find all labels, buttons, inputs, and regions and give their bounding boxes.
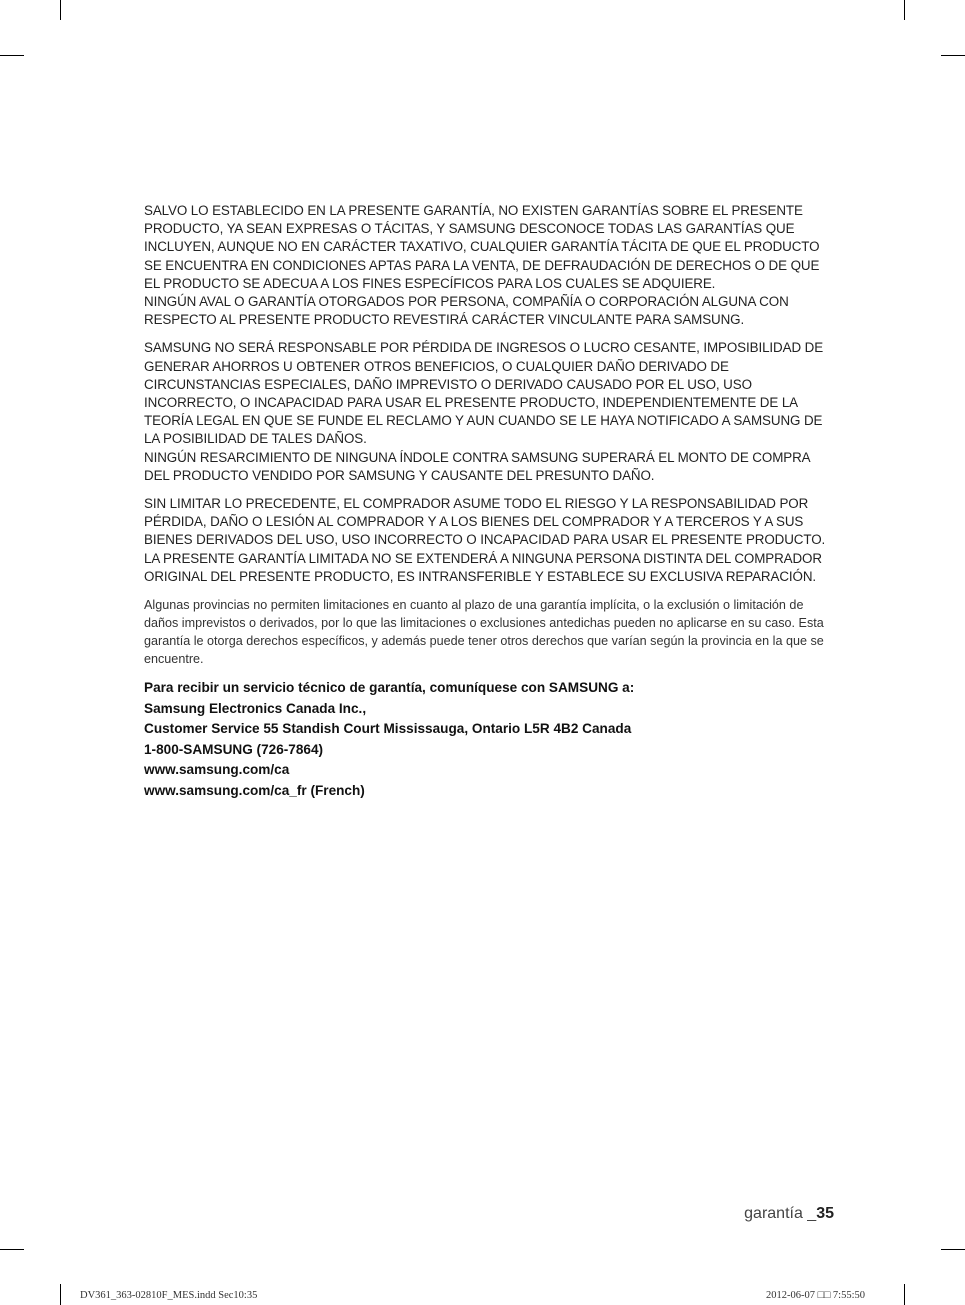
contact-company: Samsung Electronics Canada Inc., bbox=[144, 700, 367, 716]
slug-timestamp: 2012-06-07 □□ 7:55:50 bbox=[766, 1290, 866, 1301]
crop-mark-bottom-left-horizontal bbox=[0, 1249, 24, 1250]
recovery-limit-paragraph: NINGÚN RESARCIMIENTO DE NINGUNA ÍNDOLE CONTRA SAMSUNG SUPERARÁ EL MONTO DE COMPRA DEL PRODUCTO VENDIDO POR SAMSUNG Y CAUSANTE DEL PRESUNTO DAÑO. bbox=[144, 449, 810, 483]
contact-phone: 1-800-SAMSUNG (726-7864) bbox=[144, 741, 324, 757]
crop-mark-top-right-vertical bbox=[904, 0, 905, 20]
page-number: 35 bbox=[816, 1205, 834, 1222]
endorsement-paragraph: NINGÚN AVAL O GARANTÍA OTORGADOS POR PERSONA, COMPAÑÍA O CORPORACIÓN ALGUNA CON RESPECTO AL PRESENTE PRODUCTO REVESTIRÁ CARÁCTER VINCULANTE PARA SAMSUNG. bbox=[144, 294, 789, 328]
contact-address: Customer Service 55 Standish Court Mississauga, Ontario L5R 4B2 Canada bbox=[144, 721, 632, 737]
contact-website: www.samsung.com/ca bbox=[144, 762, 290, 778]
transfer-paragraph: LA PRESENTE GARANTÍA LIMITADA NO SE EXTENDERÁ A NINGUNA PERSONA DISTINTA DEL COMPRADOR ORIGINAL DEL PRESENTE PRODUCTO, ES INTRANSFERIBLE Y ESTABLECE SU EXCLUSIVA REPARACIÓN. bbox=[144, 550, 822, 584]
provincial-notice: Algunas provincias no permiten limitaciones en cuanto al plazo de una garantía implícita, o la exclusión o limitación de daños imprevistos o derivados, por lo que las limitaciones o exclusiones antedichas pueden no aplicarse en su caso. Esta garantía le otorga derechos específicos, y además puede tener otros derechos que varían según la provincia en la que se encuentre. bbox=[144, 598, 824, 667]
crop-mark-bottom-right-horizontal bbox=[941, 1249, 965, 1250]
slug-file-info: DV361_363-02810F_MES.indd Sec10:35 bbox=[80, 1290, 258, 1301]
crop-mark-top-left-vertical bbox=[60, 0, 61, 20]
contact-website-french: www.samsung.com/ca_fr (French) bbox=[144, 783, 365, 799]
crop-mark-bottom-left-vertical bbox=[60, 1284, 61, 1305]
contact-block bbox=[144, 678, 834, 802]
contact-heading: Para recibir un servicio técnico de garantía, comuníquese con SAMSUNG a: bbox=[144, 680, 635, 696]
page-footer bbox=[744, 1205, 834, 1223]
crop-mark-bottom-right-vertical bbox=[904, 1284, 905, 1305]
crop-mark-top-right-horizontal bbox=[941, 55, 965, 56]
disclaimer-paragraph: SALVO LO ESTABLECIDO EN LA PRESENTE GARANTÍA, NO EXISTEN GARANTÍAS SOBRE EL PRESENTE PRODUCTO, YA SEAN EXPRESAS O TÁCITAS, Y SAMSUNG DESCONOCE TODAS LAS GARANTÍAS QUE INCLUYEN, AUNQUE NO EN CARÁCTER TAXATIVO, CUALQUIER GARANTÍA TÁCITA DE QUE EL PRODUCTO SE ENCUENTRA EN CONDICIONES APTAS PARA LA VENTA, DE DEFRAUDACIÓN DE DERECHOS O DE QUE EL PRODUCTO SE ADECUA A LOS FINES ESPECÍFICOS PARA LOS CUALES SE ADQUIERE. bbox=[144, 203, 820, 291]
crop-mark-top-left-horizontal bbox=[0, 55, 24, 56]
footer-section-label: garantía _ bbox=[744, 1205, 817, 1222]
warranty-content bbox=[144, 202, 834, 802]
risk-paragraph: SIN LIMITAR LO PRECEDENTE, EL COMPRADOR ASUME TODO EL RIESGO Y LA RESPONSABILIDAD POR PÉRDIDA, DAÑO O LESIÓN AL COMPRADOR Y A LOS BIENES DEL COMPRADOR Y A TERCEROS Y A SUS BIENES DERIVADOS DEL USO, USO INCORRECTO O INCAPACIDAD PARA USAR EL PRESENTE PRODUCTO. bbox=[144, 496, 826, 548]
liability-paragraph: SAMSUNG NO SERÁ RESPONSABLE POR PÉRDIDA DE INGRESOS O LUCRO CESANTE, IMPOSIBILIDAD DE GENERAR AHORROS U OBTENER OTROS BENEFICIOS, O CUALQUIER DAÑO DERIVADO DE CIRCUNSTANCIAS ESPECIALES, DAÑO IMPREVISTO O DERIVADO CAUSADO POR EL USO, USO INCORRECTO, O INCAPACIDAD PARA USAR EL PRESENTE PRODUCTO, INDEPENDIENTEMENTE DE LA TEORÍA LEGAL EN QUE SE FUNDE EL RECLAMO Y AUN CUANDO SE LE HAYA NOTIFICADO A SAMSUNG DE LA POSIBILIDAD DE TALES DAÑOS. bbox=[144, 340, 824, 447]
